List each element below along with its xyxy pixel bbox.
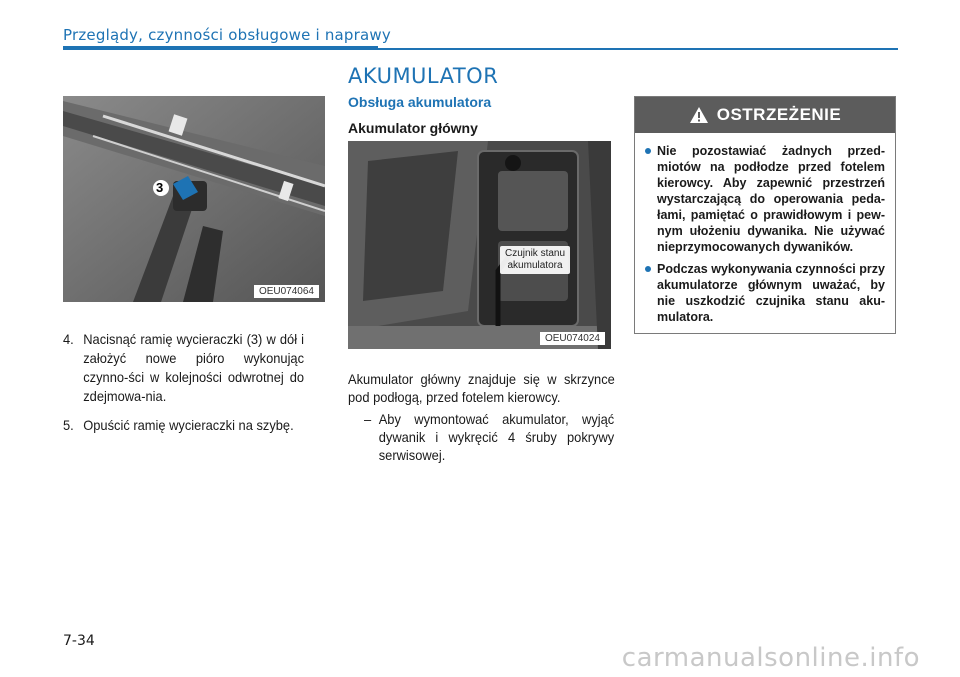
figure-code: OEU074024 — [540, 332, 605, 345]
warning-item — [645, 261, 885, 325]
callout-line: Czujnik stanu — [505, 248, 566, 259]
warning-text: Nie pozostawiać żadnych przed-miotów na podłodze przed fotelem kierowcy. Aby zapewnić przestrzeń wystarczającą do operowania peda-łami, pamiętać o prawidłowym i pew-nym ułożeniu dywanika. Nie używać nieprzymocowanych dywaników. — [657, 144, 885, 254]
warning-box — [634, 96, 896, 334]
battery-illustration — [348, 141, 611, 349]
dash-list-item — [364, 410, 614, 464]
step-item — [63, 330, 304, 406]
bullet-icon — [645, 266, 651, 272]
warning-item — [645, 143, 885, 255]
step-text: Nacisnąć ramię wycieraczki (3) w dół i założyć nowe pióro wykonując czynno-ści w kolejności odwrotnej do zdejmowa-nia. — [83, 331, 305, 404]
warning-triangle-icon — [689, 106, 709, 124]
dash-text: Aby wymontować akumulator, wyjąć dywanik i wykręcić 4 śruby pokrywy serwisowej. — [378, 411, 615, 463]
page-number: 7-34 — [63, 633, 95, 649]
step-number: 4. — [63, 331, 74, 347]
bullet-icon — [645, 148, 651, 154]
wiper-arm-illustration — [63, 96, 325, 302]
figure-code: OEU074064 — [254, 285, 319, 298]
battery-figure — [348, 141, 611, 349]
callout-line: akumulatora — [507, 260, 563, 271]
subsection-title: Obsługa akumulatora — [348, 94, 492, 110]
warning-list — [635, 133, 895, 325]
warning-text: Podczas wykonywania czynności przy akumulatorze głównym uważać, by nie uszkodzić czujnika stanu aku-mulatora. — [657, 262, 885, 324]
step-text: Opuścić ramię wycieraczki na szybę. — [83, 417, 294, 433]
watermark: carmanualsonline.info — [621, 643, 920, 673]
subsection-subtitle: Akumulator główny — [348, 120, 478, 136]
dash-symbol: – — [364, 411, 372, 427]
figure-marker: 3 — [156, 180, 164, 195]
header-title: Przeglądy, czynności obsługowe i naprawy — [63, 26, 391, 44]
wiper-arm-figure — [63, 96, 325, 302]
body-paragraph: Akumulator główny znajduje się w skrzynce pod podłogą, przed fotelem kierowcy. — [348, 371, 615, 405]
step-item — [63, 416, 304, 435]
steps-list — [63, 330, 304, 445]
step-number: 5. — [63, 417, 74, 433]
header-rule-accent — [63, 46, 378, 50]
warning-title: OSTRZEŻENIE — [716, 105, 842, 124]
section-title: AKUMULATOR — [348, 64, 499, 88]
battery-sensor-callout — [500, 246, 570, 274]
warning-header — [635, 97, 895, 133]
